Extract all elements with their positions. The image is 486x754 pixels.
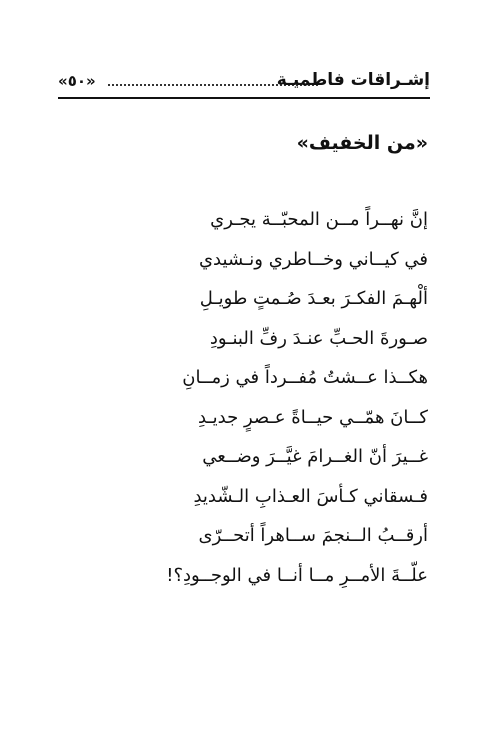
poem-line: غــيرَ أنّ الغــرامَ غيَّــرَ وضــعي [202, 446, 428, 467]
poem-line: كــانَ همّــي حيــاةً عـصرٍ جديـدِ [197, 406, 428, 428]
header-divider [58, 97, 430, 99]
poem-line: صـورةَ الحـبِّ عنـدَ رفِّ البنـودِ [209, 327, 428, 349]
poem-line: فـسقاني كـأسَ العـذابِ الـشّديدِ [193, 485, 428, 507]
poem-line: أرقــبُ الــنجمَ ســاهراً أتحــرّى [198, 525, 428, 546]
poem-line: هكــذا عــشتُ مُفــرداً في زمــانِ [182, 367, 428, 388]
book-title: إشـراقات فاطميـة [276, 70, 430, 90]
poem-line: ألْهـمَ الفكـرَ بعـدَ صُـمتٍ طويـلِ [199, 288, 428, 309]
poem-line: علّــةَ الأمــرِ مــا أنــا في الوجــودِ؟! [166, 564, 428, 586]
poem [98, 205, 428, 600]
page-number: «٥٠» [58, 72, 96, 90]
poem-line: في كيــاني وخــاطري ونـشيدي [198, 248, 428, 270]
running-header [58, 70, 430, 94]
poem-line: إنَّ نهــراً مــن المحبّــة يجـري [210, 209, 428, 230]
section-title: «من الخفيف» [296, 132, 428, 154]
